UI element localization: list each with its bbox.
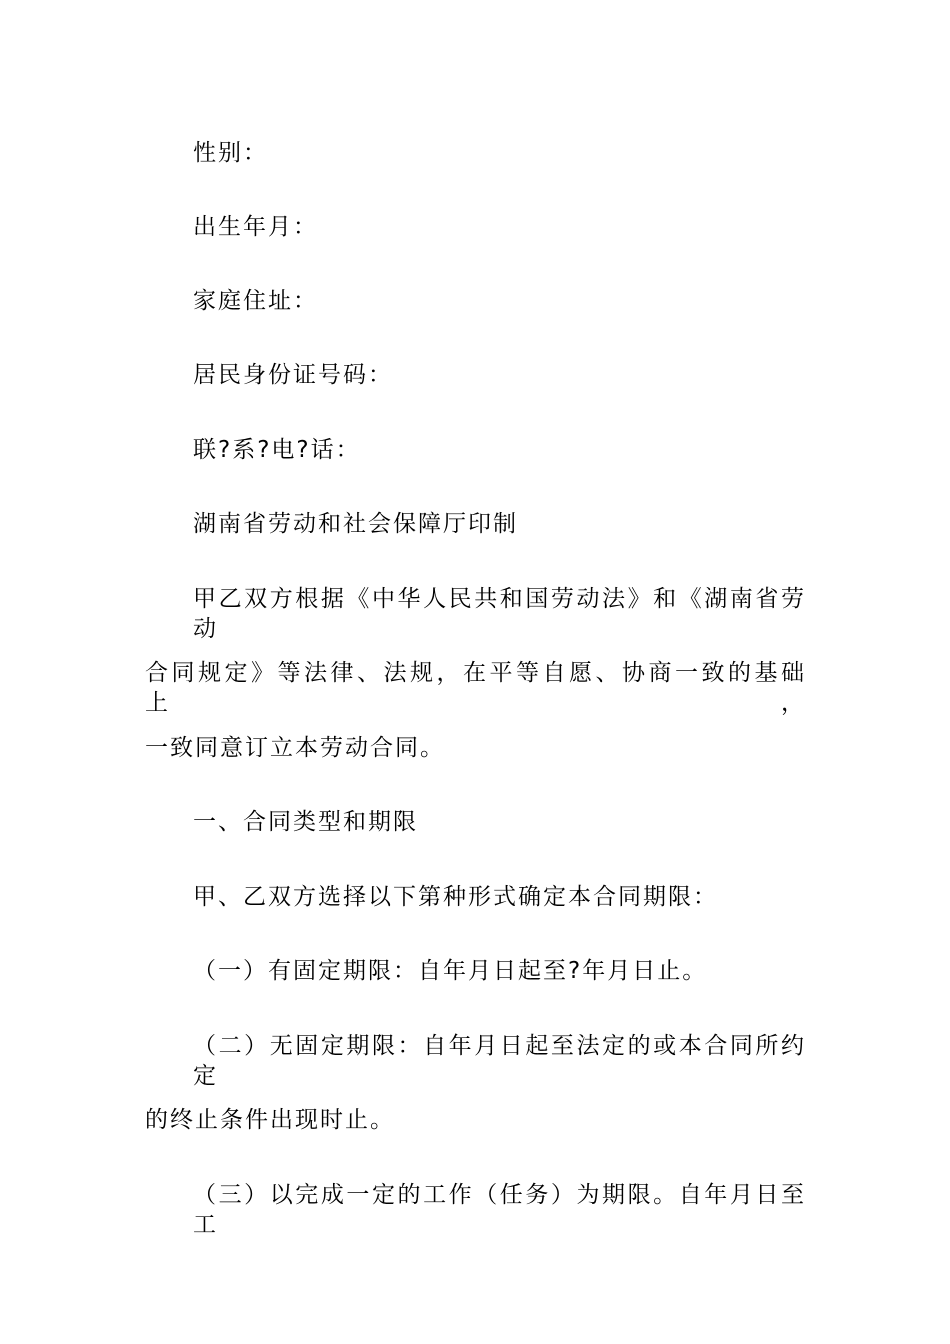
- field-birth-date: 出生年月：: [193, 214, 318, 240]
- option-task-based-line-1: （三）以完成一定的工作（任务）为期限。自年月日至工: [193, 1182, 806, 1238]
- paragraph-term-choice: 甲、乙双方选择以下第种形式确定本合同期限：: [193, 884, 718, 910]
- printer-note: 湖南省劳动和社会保障厅印制: [193, 511, 518, 537]
- field-home-address: 家庭住址：: [193, 288, 318, 314]
- section-heading-contract-type: 一、合同类型和期限: [193, 809, 418, 835]
- paragraph-intro-line-2: 合同规定》等法律、法规，在平等自愿、协商一致的基础上，: [145, 660, 806, 716]
- option-fixed-term: （一）有固定期限：自年月日起至?年月日止。: [193, 958, 708, 984]
- field-phone: 联?系?电?话：: [193, 437, 361, 463]
- field-gender: 性别：: [193, 140, 268, 166]
- option-open-ended-line-1: （二）无固定期限：自年月日起至法定的或本合同所约定: [193, 1033, 806, 1089]
- paragraph-intro-line-3: 一致同意订立本劳动合同。: [145, 735, 445, 761]
- field-id-number: 居民身份证号码：: [193, 362, 393, 388]
- paragraph-intro-line-1: 甲乙双方根据《中华人民共和国劳动法》和《湖南省劳动: [193, 586, 806, 642]
- option-open-ended-line-2: 的终止条件出现时止。: [145, 1107, 395, 1133]
